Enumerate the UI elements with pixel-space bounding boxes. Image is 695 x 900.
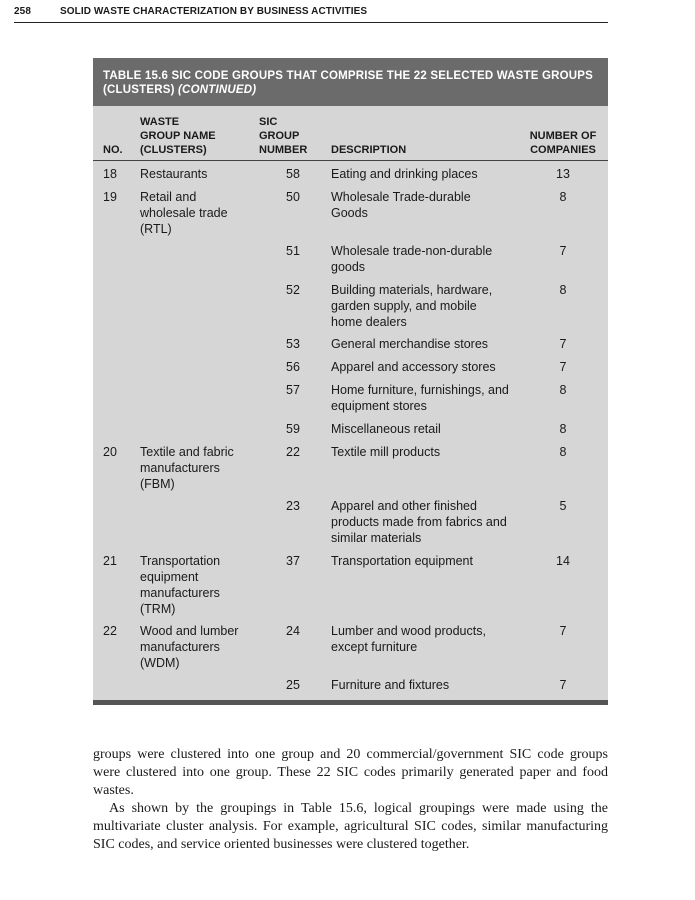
row-number: 20 (103, 445, 117, 459)
header-number (523, 129, 603, 157)
group-name: Retail and wholesale trade (RTL) (140, 190, 228, 236)
company-count: 13 (556, 167, 570, 181)
company-count: 8 (559, 190, 567, 204)
description: Transportation equipment (331, 554, 473, 568)
sic-number: 22 (286, 445, 300, 459)
row-number: 22 (103, 624, 117, 638)
sic-number: 52 (286, 283, 300, 297)
header-number-line-1: NUMBER OF (529, 130, 597, 142)
company-count: 8 (559, 383, 567, 397)
paragraph-1: groups were clustered into one group and 20 commercial/government SIC code groups were clustered into one group. These 22 SIC codes primarily generated paper and food wastes. (93, 747, 608, 798)
sic-number: 57 (286, 383, 300, 397)
sic-number: 56 (286, 360, 300, 374)
row-number: 21 (103, 554, 117, 568)
sic-number: 59 (286, 422, 300, 436)
row-number: 19 (103, 190, 117, 204)
group-name: Wood and lumber manufacturers (WDM) (140, 624, 239, 670)
description: Building materials, hardware, garden supply, and mobile home dealers (331, 283, 493, 329)
sic-number: 25 (286, 678, 300, 692)
description: Home furniture, furnishings, and equipment stores (331, 383, 509, 413)
company-count: 14 (556, 554, 570, 568)
company-count: 7 (559, 624, 567, 638)
header-sic (259, 115, 307, 157)
description: Apparel and other finished products made from fabrics and similar materials (331, 499, 507, 545)
running-header (14, 6, 608, 23)
table-title (93, 58, 608, 106)
body-text (93, 746, 608, 854)
header-sic-line-3: NUMBER (259, 144, 308, 156)
sic-number: 37 (286, 554, 300, 568)
sic-number: 50 (286, 190, 300, 204)
sic-number: 24 (286, 624, 300, 638)
sic-number: 53 (286, 337, 300, 351)
company-count: 7 (559, 244, 567, 258)
header-description: DESCRIPTION (331, 144, 407, 156)
company-count: 8 (559, 283, 567, 297)
description: Wholesale trade-non-durable goods (331, 244, 493, 274)
description: Furniture and fixtures (331, 678, 450, 692)
company-count: 7 (559, 678, 567, 692)
description: Lumber and wood products, except furniture (331, 624, 486, 654)
description: Apparel and accessory stores (331, 360, 496, 374)
description: Eating and drinking places (331, 167, 478, 181)
header-group-line-1: WASTE (140, 116, 180, 128)
header-group-line-2: GROUP NAME (140, 130, 216, 142)
page-number: 258 (14, 6, 31, 17)
sic-number: 58 (286, 167, 300, 181)
description: Wholesale Trade-durable Goods (331, 190, 471, 220)
header-sic-line-1: SIC (259, 116, 278, 128)
description: General merchandise stores (331, 337, 489, 351)
header-rule (93, 160, 608, 161)
company-count: 5 (559, 499, 567, 513)
sic-table (93, 58, 608, 705)
running-title: SOLID WASTE CHARACTERIZATION BY BUSINESS ACTIVITIES (60, 6, 368, 17)
header-group-name (140, 115, 216, 157)
description: Textile mill products (331, 445, 441, 459)
sic-number: 23 (286, 499, 300, 513)
description: Miscellaneous retail (331, 422, 441, 436)
header-number-line-2: COMPANIES (530, 144, 596, 156)
table-title-main: TABLE 15.6 SIC CODE GROUPS THAT COMPRISE THE 22 SELECTED WASTE GROUPS (CLUSTERS) (103, 70, 594, 96)
paragraph-2: As shown by the groupings in Table 15.6, logical groupings were made using the multivariate cluster analysis. For example, agricultural SIC codes, similar manufacturing SIC codes, and service oriented businesses were clustered together. (93, 801, 608, 852)
group-name: Restaurants (140, 167, 208, 181)
header-group-line-3: (CLUSTERS) (140, 144, 207, 156)
company-count: 7 (559, 337, 567, 351)
group-name: Transportation equipment manufacturers (TRM) (140, 554, 221, 616)
company-count: 7 (559, 360, 567, 374)
company-count: 8 (559, 422, 567, 436)
header-no: NO. (103, 144, 123, 156)
header-sic-line-2: GROUP (259, 130, 300, 142)
group-name: Textile and fabric manufacturers (FBM) (140, 445, 234, 491)
sic-number: 51 (286, 244, 300, 258)
row-number: 18 (103, 167, 117, 181)
table-title-continued: (CONTINUED) (178, 84, 257, 96)
company-count: 8 (559, 445, 567, 459)
